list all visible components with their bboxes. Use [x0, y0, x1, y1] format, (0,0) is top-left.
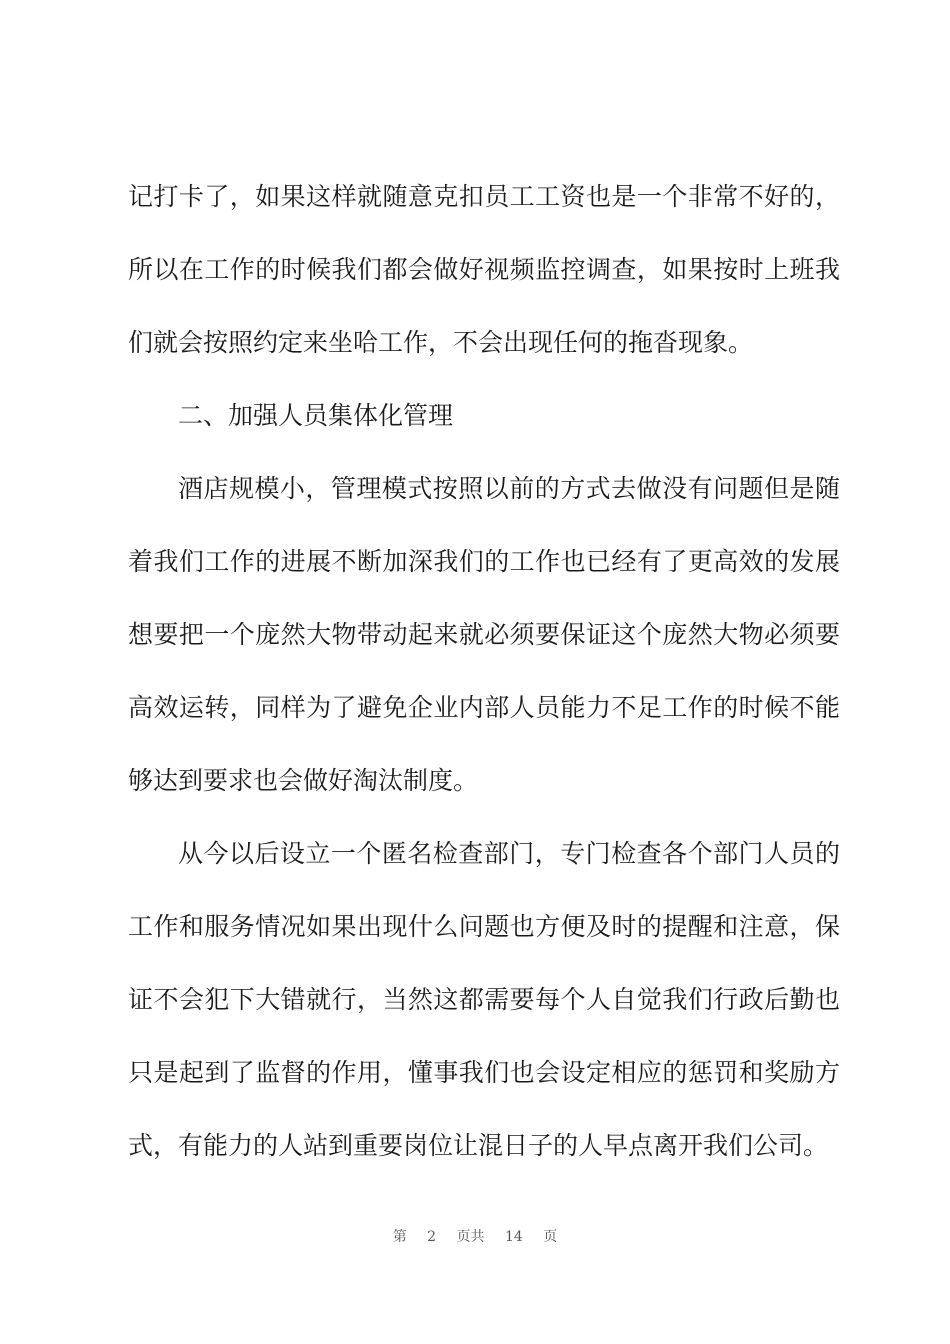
- section-heading: 二、加强人员集体化管理: [178, 401, 454, 430]
- text-line: 高效运转，同样为了避免企业内部人员能力不足工作的时候不能: [128, 693, 840, 722]
- text-line: 所以在工作的时候我们都会做好视频监控调查，如果按时上班我: [128, 255, 840, 284]
- text-line: 想要把一个庞然大物带动起来就必须要保证这个庞然大物必须要: [128, 620, 840, 649]
- document-body: [128, 160, 840, 1182]
- footer-page-number: 2: [427, 1229, 437, 1245]
- text-line: 们就会按照约定来坐哈工作，不会出现任何的拖沓现象。: [128, 328, 754, 357]
- text-line: 证不会犯下大错就行，当然这都需要每个人自觉我们行政后勤也: [128, 985, 840, 1014]
- text-line: 酒店规模小，管理模式按照以前的方式去做没有问题但是随: [178, 474, 840, 503]
- text-line: 记打卡了，如果这样就随意克扣员工工资也是一个非常不好的，: [128, 182, 840, 211]
- text-line: 够达到要求也会做好淘汰制度。: [128, 766, 479, 795]
- footer-middle: 页共: [456, 1229, 485, 1245]
- text-line: 着我们工作的进展不断加深我们的工作也已经有了更高效的发展: [128, 547, 840, 576]
- footer-prefix: 第: [392, 1229, 407, 1245]
- text-line: 只是起到了监督的作用，懂事我们也会设定相应的惩罚和奖励方: [128, 1058, 840, 1087]
- text-line: 从今以后设立一个匿名检查部门，专门检查各个部门人员的: [178, 839, 840, 868]
- page-footer: [0, 1226, 950, 1246]
- footer-suffix: 页: [543, 1229, 558, 1245]
- text-line: 式，有能力的人站到重要岗位让混日子的人早点离开我们公司。: [128, 1131, 829, 1160]
- footer-total-pages: 14: [505, 1229, 523, 1245]
- text-line: 工作和服务情况如果出现什么问题也方便及时的提醒和注意，保: [128, 912, 840, 941]
